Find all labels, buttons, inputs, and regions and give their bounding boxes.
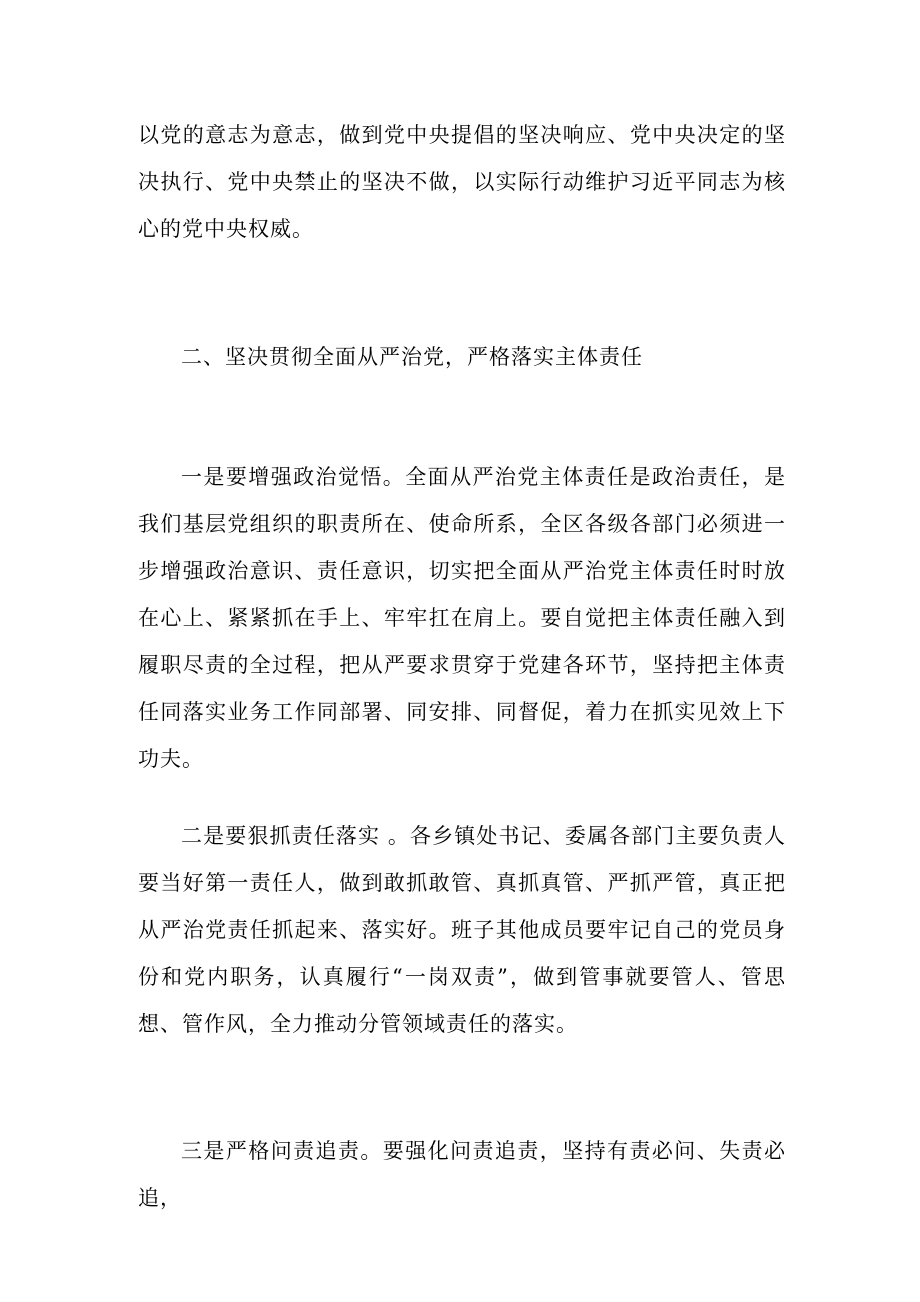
paragraph-political-awareness: 一是要增强政治觉悟。全面从严治党主体责任是政治责任，是我们基层党组织的职责所在、使命所系，全区各级各部门必须进一步增强政治意识、责任意识，切实把全面从严治党主体责任时时放在心上、紧紧抓在手上、牢牢扛在肩上。要自觉把主体责任融入到履职尽责的全过程，把从严要求贯穿于党建各环节，坚持把主体责任同落实业务工作同部署、同安排、同督促，着力在抓实见效上下功夫。 [138, 465, 786, 771]
paragraph-responsibility: 二是要狠抓责任落实 。各乡镇处书记、委属各部门主要负责人要当好第一责任人，做到敢抓敢管、真抓真管、严抓严管，真正把从严治党责任抓起来、落实好。班子其他成员要牢记自己的党员身份和党内职务，认真履行“一岗双责”，做到管事就要管人、管思想、管作风，全力推动分管领域责任的落实。 [138, 824, 786, 1036]
paragraph-accountability: 三是严格问责追责。要强化问责追责，坚持有责必问、失责必追， [138, 1139, 786, 1210]
paragraph-continuation: 以党的意志为意志，做到党中央提倡的坚决响应、党中央决定的坚决执行、党中央禁止的坚决不做，以实际行动维护习近平同志为核心的党中央权威。 [138, 123, 786, 241]
section-heading: 二、坚决贯彻全面从严治党，严格落实主体责任 [181, 345, 643, 369]
